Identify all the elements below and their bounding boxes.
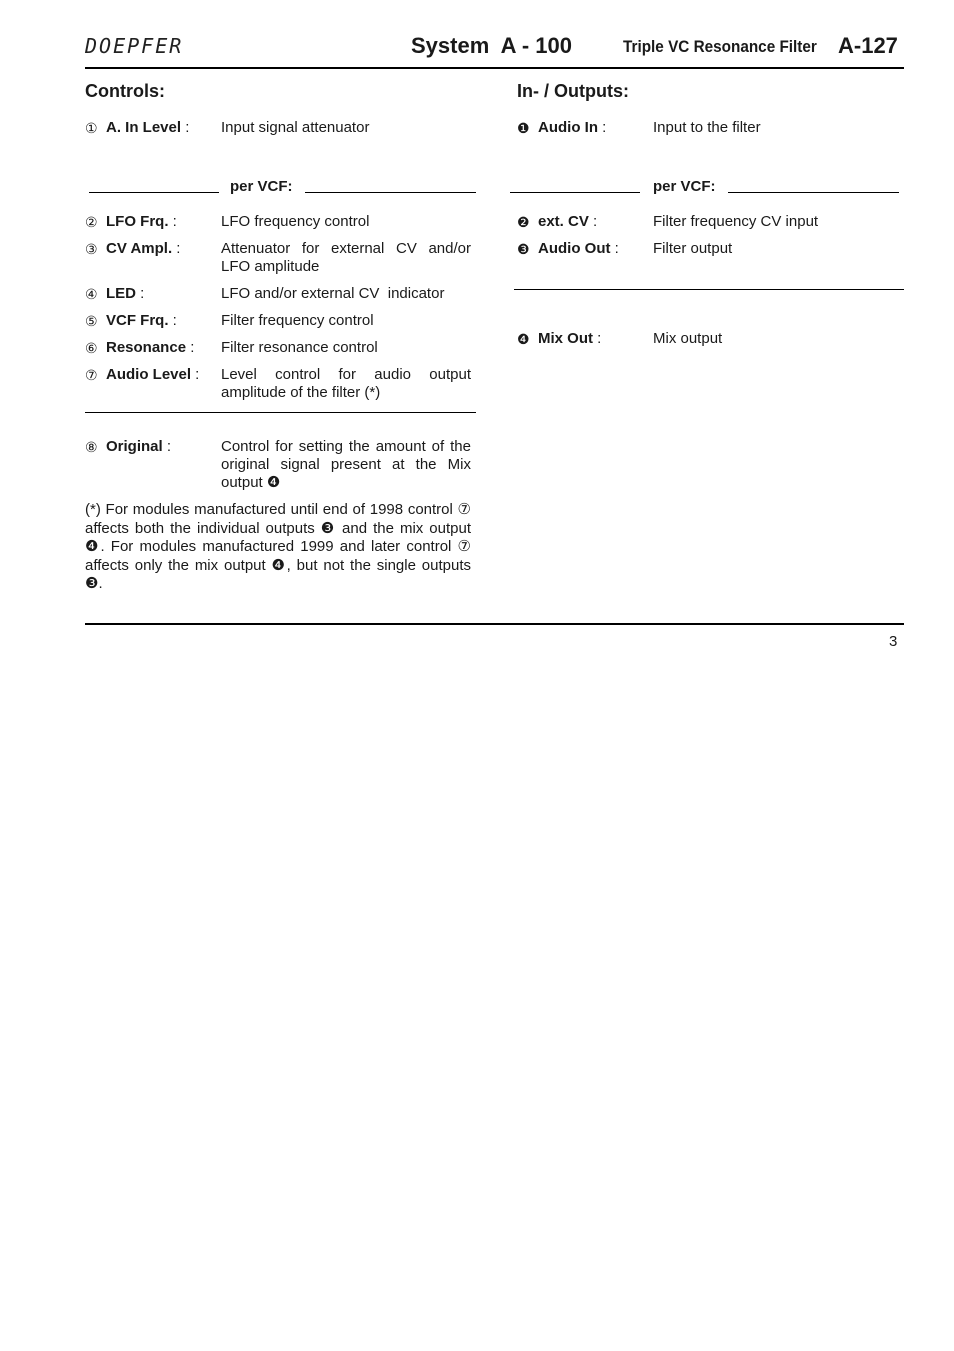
control-marker: ⑥ [85,340,98,356]
control-label-wrap [106,339,194,357]
per-vcf-rule-right [305,192,476,193]
control-desc: Input signal attenuator [221,119,370,136]
control-colon: : [162,438,172,455]
page-number: 3 [889,633,898,650]
control-marker: ⑦ [85,367,98,383]
io-per-vcf-rule-left [510,192,640,193]
control-label: Resonance [106,339,187,356]
io-per-vcf-rule-right [728,192,899,193]
io-label-wrap [538,240,619,258]
control-colon: : [136,285,145,302]
control-label: VCF Frq. [106,312,169,329]
control-desc: Level control for audio output amplitude of the filter (*) [221,366,471,401]
control-desc: LFO and/or external CV indicator [221,285,445,302]
io-marker: ❷ [517,214,530,230]
per-vcf-label: per VCF: [230,178,293,195]
io-marker: ❹ [517,331,530,347]
io-desc: Filter output [653,240,733,257]
header-rule [85,67,904,69]
control-label-wrap [106,312,177,330]
control-desc: Filter frequency control [221,312,374,329]
io-colon: : [610,240,619,257]
control-desc: Control for setting the amount of the original signal present at the Mix output ❹ [221,438,471,491]
control-label-wrap [106,119,189,137]
system-title: System A - 100 [411,33,573,58]
control-label-wrap [106,213,177,231]
io-label: Audio Out [538,240,611,257]
control-marker: ④ [85,286,98,302]
io-per-vcf-label: per VCF: [653,178,716,195]
io-marker: ❸ [517,241,530,257]
control-label: CV Ampl. [106,240,173,257]
control-marker: ① [85,120,98,136]
per-vcf-rule-left [89,192,219,193]
control-label-wrap [106,366,199,384]
control-label: LFO Frq. [106,213,169,230]
io-colon: : [588,213,598,230]
control-colon: : [172,240,181,257]
control-desc: Filter resonance control [221,339,378,356]
control-colon: : [186,339,195,356]
footnote: (*) For modules manufactured until end of 1998 control ⑦ affects both the individual outputs ❸ and the mix output ❹. For modules manufactured 1999 and later control ⑦ affects only the mix output ❹, but not the single outputs ❸. [85,501,471,592]
io-desc: Input to the filter [653,119,761,136]
module-id: A-127 [838,33,898,58]
io-divider [514,289,904,290]
control-colon: : [168,312,177,329]
doepfer-logo: DOEPFER [85,34,184,58]
io-label-wrap [538,213,597,231]
control-colon: : [191,366,200,383]
control-label: A. In Level [106,119,182,136]
control-label: Original [106,438,163,455]
io-marker: ❶ [517,120,530,136]
io-label: Mix Out [538,330,593,347]
module-name: Triple VC Resonance Filter [623,37,817,56]
control-desc: LFO frequency control [221,213,370,230]
io-label: Audio In [538,119,598,136]
control-colon: : [181,119,190,136]
io-colon: : [598,119,607,136]
control-label-wrap [106,438,171,456]
io-label: ext. CV [538,213,589,230]
control-desc: Attenuator for external CV and/or LFO amplitude [221,240,471,275]
io-colon: : [593,330,602,347]
control-label-wrap [106,285,144,303]
io-label-wrap [538,330,601,348]
control-colon: : [168,213,177,230]
io-desc: Mix output [653,330,723,347]
io-title: In- / Outputs: [517,81,629,101]
control-marker: ⑤ [85,313,98,329]
controls-divider [85,412,476,413]
io-desc: Filter frequency CV input [653,213,819,230]
control-label: LED [106,285,136,302]
control-label-wrap [106,240,180,258]
controls-title: Controls: [85,81,165,101]
io-label-wrap [538,119,606,137]
footer-rule [85,623,904,625]
control-marker: ③ [85,241,98,257]
control-marker: ⑧ [85,439,98,455]
control-marker: ② [85,214,98,230]
control-label: Audio Level [106,366,192,383]
